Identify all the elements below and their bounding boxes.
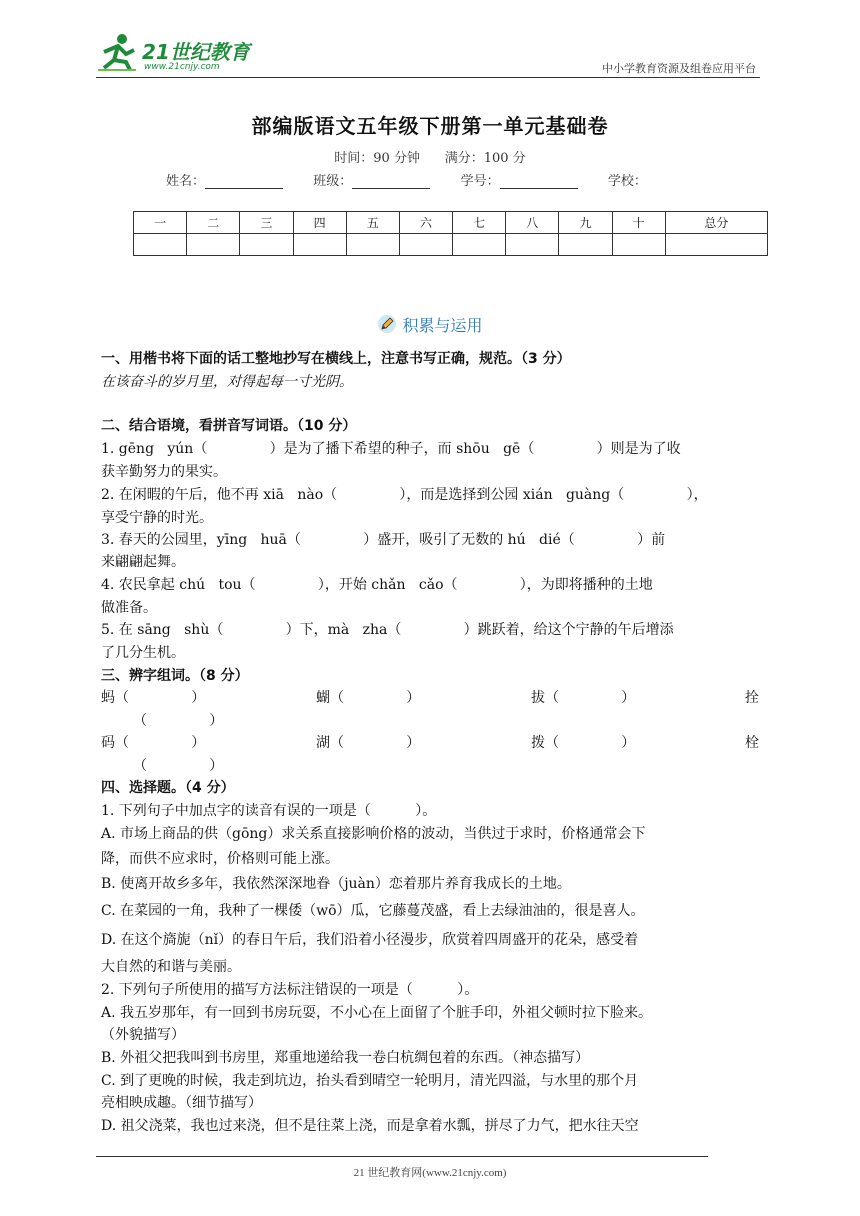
q3-item: 蝴（ ）: [316, 690, 421, 706]
score-col: 七: [453, 212, 506, 234]
q4-line: 1. 下列句子中加点字的读音有误的一项是（ ）。: [101, 803, 437, 819]
name-label: 姓名：: [166, 174, 206, 189]
student-info: [166, 170, 647, 189]
q3-item: 码（ ）: [101, 735, 206, 751]
q4-line: C. 在菜园的一角，我种了一棵倭（wō）瓜，它藤蔓茂盛，看上去绿油油的，很是喜人。: [101, 903, 645, 919]
q4-line: D. 在这个旖旎（nǐ）的春日午后，我们沿着小径漫步，欣赏着四周盛开的花朵，感受着: [101, 932, 639, 948]
score-col: 十: [612, 212, 665, 234]
header-divider: [96, 77, 760, 78]
q4-line: A. 我五岁那年，有一回到书房玩耍，不小心在上面留了个脏手印，外祖父顿时拉下脸来。: [101, 1005, 653, 1021]
runner-logo-icon: [96, 32, 140, 72]
q3-heading: 三、辨字组词。（8 分）: [101, 668, 249, 684]
q2-line: 5. 在 sāng shù（ ）下，mà zha（ ）跳跃着，给这个宁静的午后增添: [101, 622, 674, 638]
q4-line: 2. 下列句子所使用的描写方法标注错误的一项是（ ）。: [101, 982, 479, 998]
q4-line: B. 外祖父把我叫到书房里，郑重地递给我一卷白杭绸包着的东西。（神态描写）: [101, 1050, 590, 1066]
score-cell[interactable]: [559, 234, 612, 256]
name-field[interactable]: [205, 174, 283, 189]
footer-text: 21 世纪教育网(www.21cnjy.com): [353, 1167, 507, 1179]
q2-line: 了几分生机。: [101, 645, 185, 661]
score-col: 六: [399, 212, 452, 234]
score-col: 五: [346, 212, 399, 234]
q2-line: 2. 在闲暇的午后，他不再 xiā nào（ ），而是选择到公园 xián guàng（ ），: [101, 487, 708, 503]
score-cell[interactable]: [453, 234, 506, 256]
q3-item: 栓: [745, 735, 759, 751]
score-col: 三: [240, 212, 293, 234]
id-field[interactable]: [500, 174, 578, 189]
section-heading: [0, 313, 860, 336]
q2-line: 4. 农民拿起 chú tou（ ），开始 chǎn cǎo（ ），为即将播种的土地: [101, 577, 653, 593]
score-col: 四: [293, 212, 346, 234]
q3-item: （ ）: [133, 713, 224, 729]
q3-item: （ ）: [133, 758, 224, 774]
logo: [96, 32, 266, 76]
logo-text: 21世纪教育: [142, 40, 250, 64]
id-label: 学号：: [460, 174, 500, 189]
page-title: 部编版语文五年级下册第一单元基础卷: [251, 114, 609, 138]
class-field[interactable]: [352, 174, 430, 189]
q3-item: 蚂（ ）: [101, 690, 206, 706]
q1-heading: 一、用楷书将下面的话工整地抄写在横线上，注意书写正确，规范。（3 分）: [101, 351, 571, 367]
score-cell[interactable]: [293, 234, 346, 256]
q3-item: 拴: [745, 690, 759, 706]
score-col: 二: [187, 212, 240, 234]
q4-line: C. 到了更晚的时候，我走到坑边，抬头看到晴空一轮明月，清光四溢，与水里的那个月: [101, 1073, 639, 1089]
class-label: 班级：: [313, 174, 353, 189]
section-title: 积累与运用: [402, 316, 483, 335]
q4-line: B. 使离开故乡多年，我依然深深地眷（juàn）恋着那片养育我成长的土地。: [101, 876, 571, 892]
school-label: 学校：: [607, 174, 647, 189]
score-table-row: [134, 234, 768, 256]
q2-line: 享受宁静的时光。: [101, 510, 213, 526]
score-cell[interactable]: [399, 234, 452, 256]
q4-line: 降，而供不应求时，价格则可能上涨。: [101, 851, 339, 867]
q2-line: 做准备。: [101, 600, 157, 616]
score-cell[interactable]: [134, 234, 187, 256]
q2-line: 来翩翩起舞。: [101, 554, 185, 570]
score-table: [133, 211, 768, 256]
score-cell[interactable]: [240, 234, 293, 256]
score-cell[interactable]: [506, 234, 559, 256]
score-table-header: [134, 212, 768, 234]
q3-item: 拨（ ）: [531, 735, 636, 751]
q4-line: （外貌描写）: [101, 1027, 185, 1043]
score-col: 一: [134, 212, 187, 234]
score-cell[interactable]: [346, 234, 399, 256]
score-col: 总分: [665, 212, 767, 234]
q3-item: 拔（ ）: [531, 690, 636, 706]
score-col: 九: [559, 212, 612, 234]
q4-line: 大自然的和谐与美丽。: [101, 959, 241, 975]
q4-line: A. 市场上商品的供（gōng）求关系直接影响价格的波动，当供过于求时，价格通常会下: [101, 826, 646, 842]
q1-text: 在该奋斗的岁月里，对得起每一寸光阴。: [101, 374, 353, 390]
logo-url: www.21cnjy.com: [144, 62, 220, 72]
score-cell[interactable]: [612, 234, 665, 256]
q2-line: 获辛勤努力的果实。: [101, 464, 227, 480]
q2-heading: 二、结合语境，看拼音写词语。（10 分）: [101, 418, 357, 434]
q4-heading: 四、选择题。（4 分）: [101, 780, 235, 796]
score-cell[interactable]: [665, 234, 767, 256]
platform-name: 中小学教育资源及组卷应用平台: [602, 62, 756, 75]
score-cell[interactable]: [187, 234, 240, 256]
q4-line: D. 祖父浇菜，我也过来浇，但不是往菜上浇，而是拿着水瓢，拼尽了力气，把水往天空: [101, 1118, 639, 1134]
pencil-icon: [377, 314, 397, 334]
q4-line: 亮相映成趣。（细节描写）: [101, 1095, 262, 1111]
score-col: 八: [506, 212, 559, 234]
exam-info: 时间：90 分钟 满分：100 分: [334, 151, 526, 166]
q2-line: 1. gēng yún（ ）是为了播下希望的种子，而 shōu gē（ ）则是为了收: [101, 441, 681, 457]
q2-line: 3. 春天的公园里，yīng huā（ ）盛开，吸引了无数的 hú dié（ ）前: [101, 532, 666, 548]
footer-divider: [96, 1156, 708, 1157]
q3-item: 湖（ ）: [316, 735, 421, 751]
